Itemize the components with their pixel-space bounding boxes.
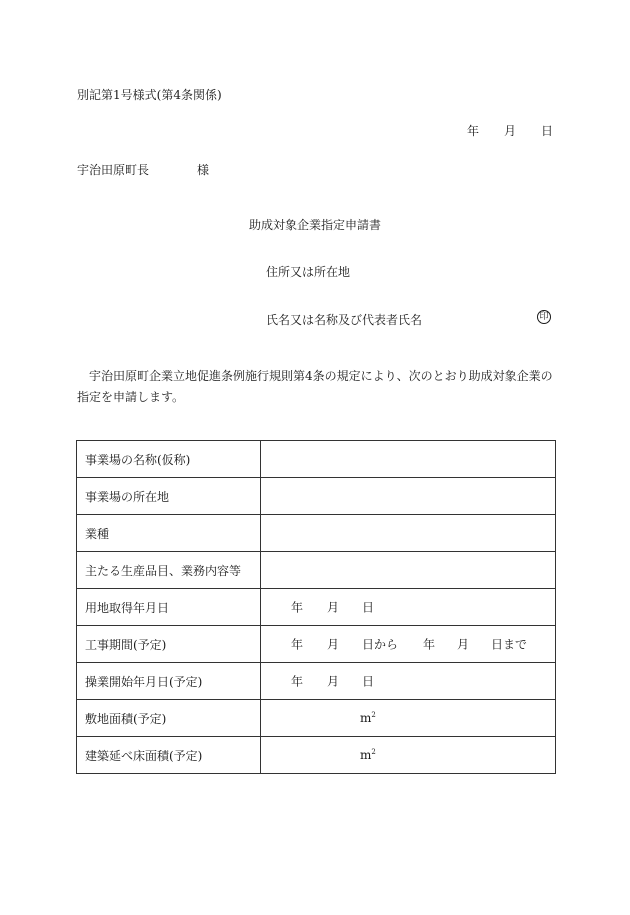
application-table xyxy=(76,440,556,774)
table-row xyxy=(77,589,556,626)
table-row xyxy=(77,515,556,552)
day-to-label: 日まで xyxy=(491,637,528,652)
table-row xyxy=(77,700,556,737)
row-label: 主たる生産品目、業務内容等 xyxy=(77,552,261,589)
day-label: 日 xyxy=(362,674,375,689)
month-label: 月 xyxy=(327,637,340,652)
area-unit: $m^2$ xyxy=(360,711,376,725)
row-label: 業種 xyxy=(77,515,261,552)
row-label: 敷地面積(予定) xyxy=(77,700,261,737)
addressee-name: 宇治田原町長 xyxy=(77,163,150,177)
date-month-label: 月 xyxy=(504,124,517,138)
name-label: 氏名又は名称及び代表者氏名 xyxy=(266,313,423,327)
row-label: 事業場の所在地 xyxy=(77,478,261,515)
row-label: 工事期間(予定) xyxy=(77,626,261,663)
table-row xyxy=(77,737,556,774)
value-field[interactable] xyxy=(261,441,556,478)
date-year-label: 年 xyxy=(467,124,480,138)
value-field[interactable] xyxy=(261,478,556,515)
date-day-label: 日 xyxy=(541,124,554,138)
honorific: 様 xyxy=(197,163,210,177)
year-label: 年 xyxy=(291,600,304,615)
year-label: 年 xyxy=(291,637,304,652)
table-row xyxy=(77,663,556,700)
day-label: 日 xyxy=(362,600,375,615)
site-area-field[interactable] xyxy=(261,700,556,737)
table-row xyxy=(77,441,556,478)
table-row xyxy=(77,626,556,663)
seal-mark: 印 xyxy=(537,310,551,324)
table-row xyxy=(77,478,556,515)
date-line xyxy=(467,122,553,139)
value-field[interactable] xyxy=(261,552,556,589)
construction-period-field[interactable] xyxy=(261,626,556,663)
row-label: 操業開始年月日(予定) xyxy=(77,663,261,700)
value-field[interactable] xyxy=(261,515,556,552)
application-statement: 宇治田原町企業立地促進条例施行規則第4条の規定により、次のとおり助成対象企業の指定を申請します。 xyxy=(77,369,553,404)
operation-start-date-field[interactable] xyxy=(261,663,556,700)
form-reference: 別記第1号様式(第4条関係) xyxy=(77,88,222,102)
document-title: 助成対象企業指定申請書 xyxy=(249,218,382,232)
row-label: 事業場の名称(仮称) xyxy=(77,441,261,478)
year-label: 年 xyxy=(423,637,436,652)
month-label: 月 xyxy=(457,637,470,652)
area-unit: $m^2$ xyxy=(360,748,376,762)
row-label: 用地取得年月日 xyxy=(77,589,261,626)
floor-area-field[interactable] xyxy=(261,737,556,774)
land-acquisition-date-field[interactable] xyxy=(261,589,556,626)
year-label: 年 xyxy=(291,674,304,689)
month-label: 月 xyxy=(327,600,340,615)
day-from-label: 日から xyxy=(362,637,399,652)
addressee xyxy=(77,161,209,178)
table-row xyxy=(77,552,556,589)
address-label: 住所又は所在地 xyxy=(266,265,351,279)
row-label: 建築延べ床面積(予定) xyxy=(77,737,261,774)
month-label: 月 xyxy=(327,674,340,689)
